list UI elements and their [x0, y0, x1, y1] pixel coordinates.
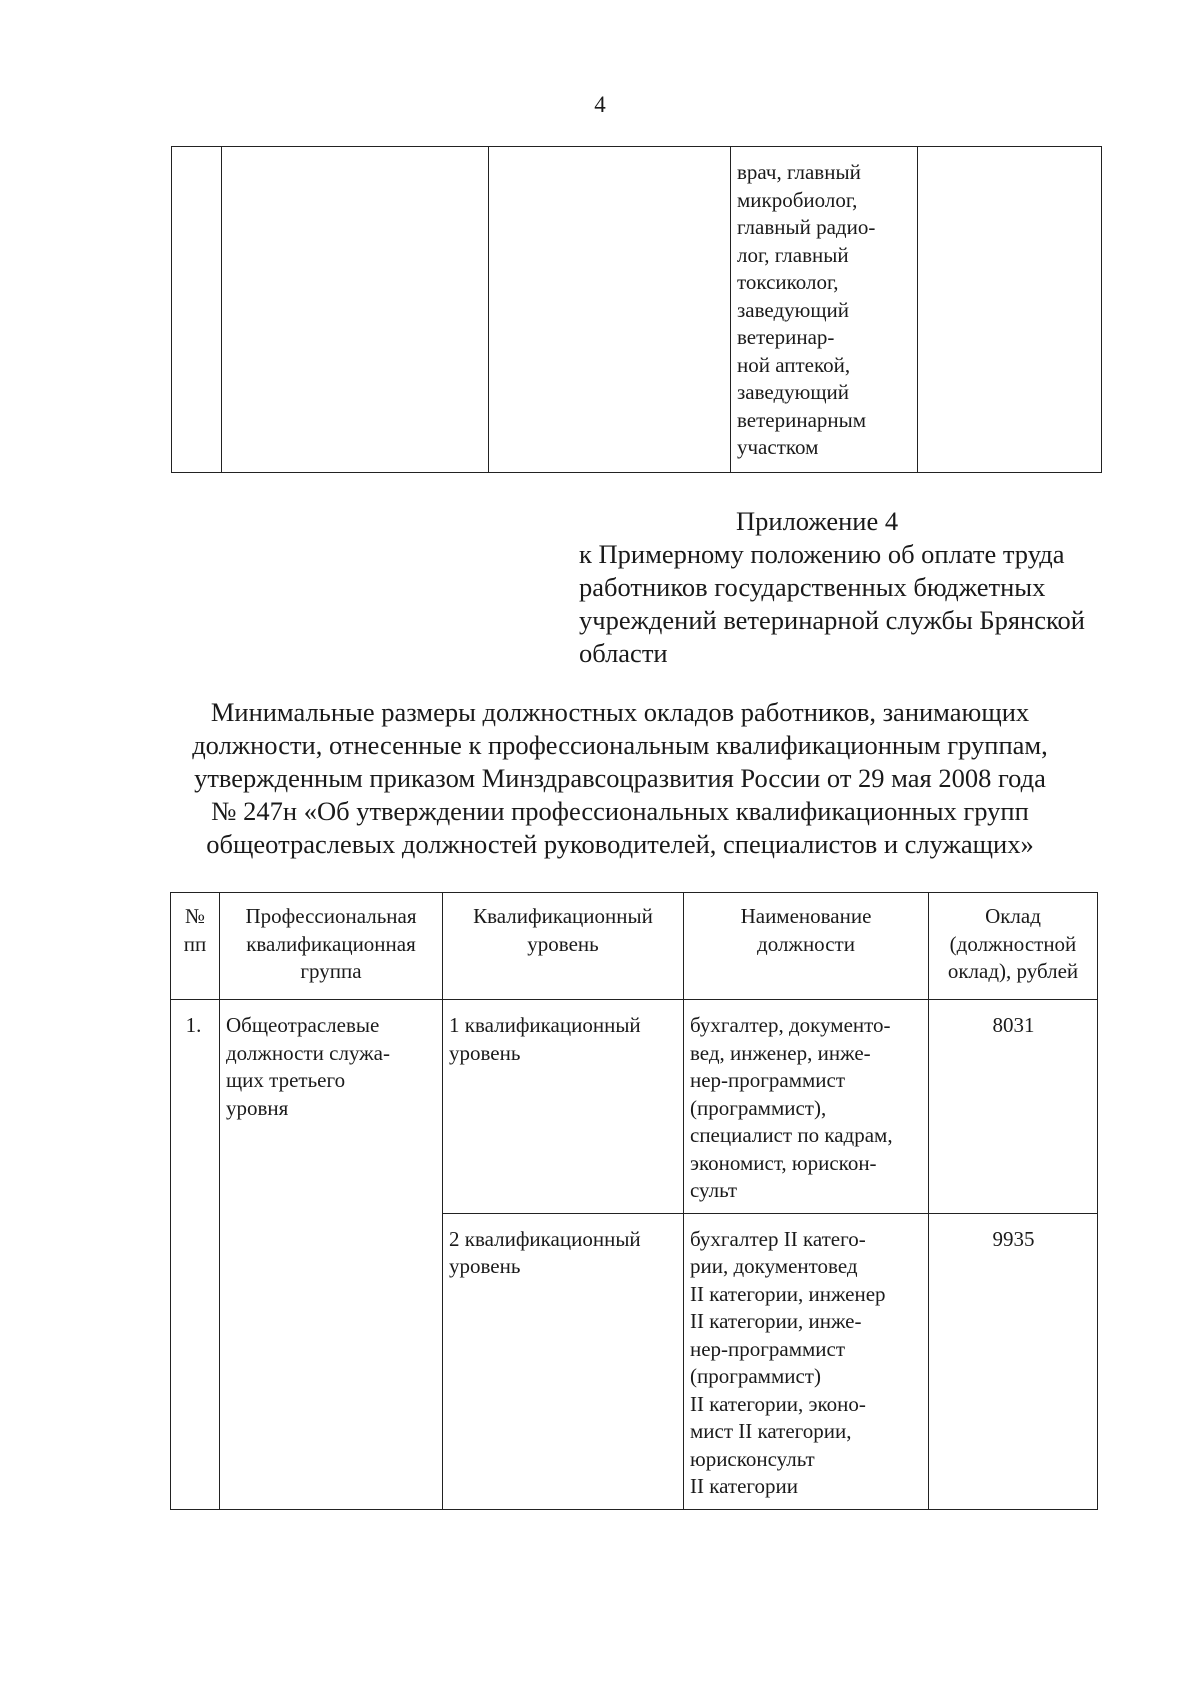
salary-table	[170, 892, 1098, 1510]
header-text: №	[184, 904, 206, 928]
group-line: щих третьего	[226, 1068, 346, 1092]
heading-line: должности, отнесенные к профессиональным квалификационным группам,	[192, 730, 1048, 760]
position-line: II категории, инже-	[690, 1309, 862, 1333]
empty-cell	[489, 147, 731, 473]
document-heading	[150, 696, 1090, 861]
table-row	[172, 147, 1102, 473]
position-line: нер-программист	[690, 1336, 846, 1361]
heading-line: Минимальные размеры должностных окладов работников, занимающих	[210, 697, 1030, 727]
header-num	[171, 893, 220, 1000]
position-line: экономист, юрискон-	[690, 1150, 877, 1175]
group-line: Общеотраслевые	[226, 1013, 380, 1037]
header-text: Квалификационный	[473, 904, 653, 928]
continuation-table	[171, 146, 1102, 473]
position-line: II категории	[690, 1474, 798, 1498]
header-group	[220, 893, 443, 1000]
position-line: вед, инженер, инже-	[690, 1040, 871, 1065]
level-line: уровень	[449, 1040, 521, 1065]
empty-cell	[172, 147, 222, 473]
table-row	[171, 1000, 1098, 1214]
heading-line: утвержденным приказом Минздравсоцразвития России от 29 мая 2008 года	[194, 763, 1046, 793]
header-text: пп	[183, 931, 207, 956]
position-line: лог, главный	[737, 242, 849, 267]
empty-cell	[222, 147, 489, 473]
position-line: (программист)	[690, 1364, 821, 1388]
position-line: II категории, инженер	[690, 1281, 886, 1306]
position-line: мист II категории,	[690, 1419, 852, 1443]
table-header-row	[171, 893, 1098, 1000]
header-text: должности	[757, 931, 855, 956]
qualification-level	[443, 1213, 684, 1509]
position-line: бухгалтер II катего-	[690, 1226, 866, 1251]
appendix-line: к Примерному положению об оплате труда	[579, 539, 1065, 569]
position-line: врач, главный	[737, 160, 861, 184]
position-line: специалист по кадрам,	[690, 1123, 893, 1147]
level-line: 1 квалификационный	[449, 1013, 641, 1037]
header-salary	[929, 893, 1098, 1000]
position-line: нер-программист	[690, 1068, 846, 1092]
header-text: (должностной	[949, 931, 1077, 956]
header-text: уровень	[527, 931, 599, 956]
position-line: главный радио-	[737, 215, 876, 239]
header-text: Профессиональная	[245, 904, 417, 928]
appendix-line: учреждений ветеринарной службы Брянской	[579, 605, 1085, 635]
page-number: 4	[594, 92, 606, 117]
position-line: токсиколог,	[737, 270, 839, 294]
positions-cell	[731, 147, 918, 473]
positions-text	[731, 147, 917, 462]
header-text: Наименование	[740, 904, 872, 928]
position-line: заведующий	[737, 380, 849, 404]
position-names	[684, 1000, 929, 1214]
header-text: квалификационная	[246, 931, 416, 956]
row-number: 1.	[171, 1000, 220, 1510]
position-line: ной аптекой,	[737, 352, 851, 377]
appendix-title: Приложение 4	[736, 506, 899, 536]
header-level	[443, 893, 684, 1000]
header-text: оклад), рублей	[947, 959, 1079, 983]
heading-line: № 247н «Об утверждении профессиональных квалификационных групп	[211, 796, 1029, 826]
position-line: юрисконсульт	[690, 1446, 815, 1471]
position-line: (программист),	[690, 1095, 827, 1120]
header-text: группа	[300, 959, 362, 983]
empty-cell	[918, 147, 1102, 473]
heading-line: общеотраслевых должностей руководителей, специалистов и служащих»	[206, 829, 1034, 859]
qualification-group	[220, 1000, 443, 1510]
position-names	[684, 1213, 929, 1509]
position-line: микробиолог,	[737, 187, 858, 212]
header-text: Оклад	[985, 904, 1041, 928]
header-position	[684, 893, 929, 1000]
position-line: заведующий	[737, 297, 849, 322]
position-line: II категории, эконо-	[690, 1391, 866, 1416]
position-line: ветеринар-	[737, 325, 835, 349]
level-line: 2 квалификационный	[449, 1226, 641, 1251]
qualification-level	[443, 1000, 684, 1214]
group-line: должности служа-	[226, 1040, 390, 1065]
position-line: ветеринарным	[737, 407, 867, 432]
position-line: рии, документовед	[690, 1254, 858, 1278]
appendix-line: работников государственных бюджетных	[579, 572, 1046, 602]
appendix-line: области	[579, 638, 668, 668]
appendix-caption	[579, 505, 1139, 670]
position-line: сульт	[690, 1178, 738, 1202]
group-line: уровня	[226, 1095, 289, 1120]
level-line: уровень	[449, 1254, 521, 1278]
salary-value: 8031	[929, 1000, 1098, 1214]
position-line: участком	[737, 435, 819, 459]
salary-value: 9935	[929, 1213, 1098, 1509]
position-line: бухгалтер, документо-	[690, 1013, 891, 1037]
